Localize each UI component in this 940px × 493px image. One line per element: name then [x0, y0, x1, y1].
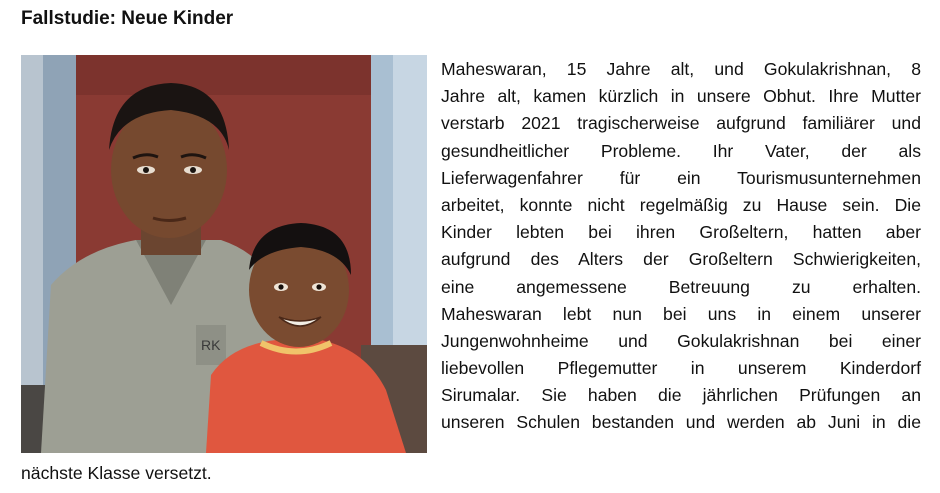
shirt-logo: RK [201, 337, 221, 353]
paragraph-line: Jungenwohnheime und Gokulakrishnan bei einer [441, 330, 921, 351]
paragraph-line: liebevollen Pflegemutter in unserem Kinderdorf [441, 358, 921, 379]
photo-illustration [21, 55, 427, 453]
paragraph-line: aufgrund des Alters der Großeltern Schwierigkeiten, [441, 249, 921, 270]
children-photo [21, 55, 427, 453]
paragraph-line: Maheswaran, 15 Jahre alt, und Gokulakrishnan, 8 [441, 59, 921, 79]
paragraph-line: Maheswaran lebt nun bei uns in einem unserer [441, 303, 921, 324]
page-title: Fallstudie: Neue Kinder [21, 8, 234, 29]
paragraph-line: Kinder lebten bei ihren Großeltern, hatten aber [441, 222, 921, 243]
paragraph-line: Jahre alt, kamen kürzlich in unsere Obhut. Ihre Mutter [441, 86, 921, 107]
paragraph-line: unseren Schulen bestanden und werden ab Juni in die [441, 412, 921, 433]
paragraph-line: Sirumalar. Sie haben die jährlichen Prüfungen an [441, 385, 921, 406]
case-study-paragraph [441, 56, 921, 437]
paragraph-line: verstarb 2021 tragischerweise aufgrund familiärer und [441, 113, 921, 134]
paragraph-line: gesundheitlicher Probleme. Ihr Vater, der als [441, 140, 921, 161]
paragraph-line: eine angemessene Betreuung zu erhalten. [441, 276, 921, 297]
paragraph-tail-line: nächste Klasse versetzt. [21, 463, 212, 483]
paragraph-line: Lieferwagenfahrer für ein Tourismusunternehmen [441, 167, 921, 188]
paragraph-line: arbeitet, konnte nicht regelmäßig zu Hause sein. Die [441, 194, 921, 215]
